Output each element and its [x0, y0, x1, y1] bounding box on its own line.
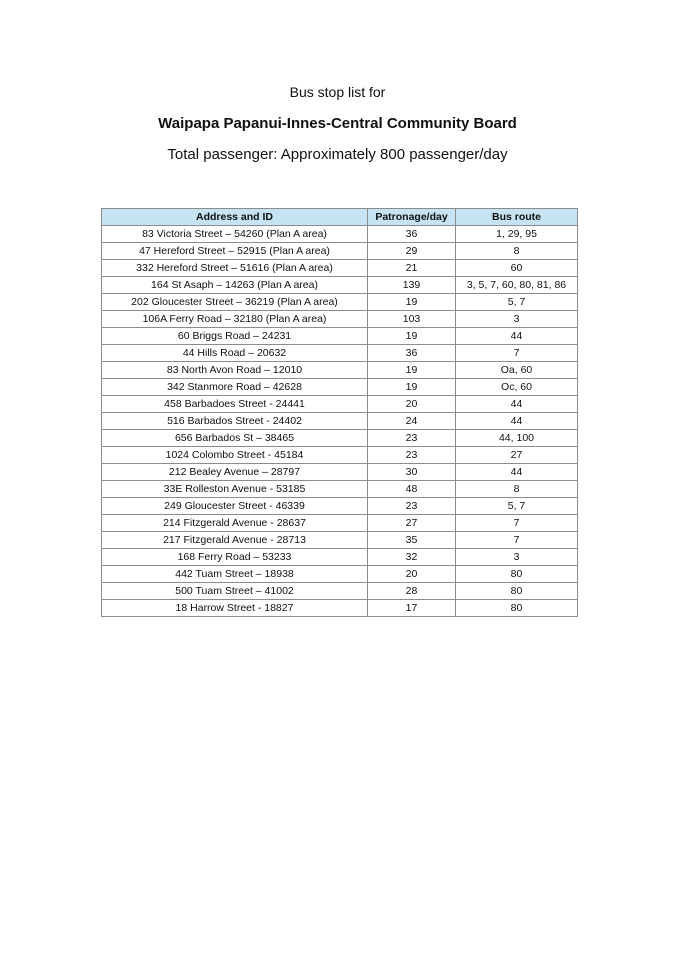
table-row	[102, 413, 578, 430]
patronage-cell: 36	[368, 226, 456, 243]
bus-route-cell: 27	[456, 447, 578, 464]
table-row	[102, 549, 578, 566]
table-row	[102, 379, 578, 396]
bus-route-cell: 44	[456, 464, 578, 481]
patronage-cell: 19	[368, 379, 456, 396]
address-cell: 44 Hills Road – 20632	[102, 345, 368, 362]
patronage-cell: 21	[368, 260, 456, 277]
patronage-cell: 32	[368, 549, 456, 566]
address-cell: 18 Harrow Street - 18827	[102, 600, 368, 617]
patronage-cell: 23	[368, 498, 456, 515]
table-row	[102, 277, 578, 294]
address-cell: 83 North Avon Road – 12010	[102, 362, 368, 379]
address-cell: 249 Gloucester Street - 46339	[102, 498, 368, 515]
patronage-cell: 35	[368, 532, 456, 549]
bus-route-cell: 60	[456, 260, 578, 277]
address-cell: 60 Briggs Road – 24231	[102, 328, 368, 345]
patronage-cell: 139	[368, 277, 456, 294]
total-passenger-summary: Total passenger: Approximately 800 passenger/day	[167, 146, 508, 163]
patronage-cell: 103	[368, 311, 456, 328]
community-board-heading: Waipapa Papanui-Innes-Central Community Board	[158, 115, 517, 132]
table-row	[102, 532, 578, 549]
bus-route-cell: 5, 7	[456, 498, 578, 515]
bus-route-cell: 44	[456, 396, 578, 413]
address-cell: 47 Hereford Street – 52915 (Plan A area)	[102, 243, 368, 260]
table-row	[102, 566, 578, 583]
bus-route-cell: 7	[456, 345, 578, 362]
bus-route-cell: Oc, 60	[456, 379, 578, 396]
table-row	[102, 243, 578, 260]
address-cell: 83 Victoria Street – 54260 (Plan A area)	[102, 226, 368, 243]
table-header-row	[102, 209, 578, 226]
bus-route-cell: 1, 29, 95	[456, 226, 578, 243]
table-row	[102, 583, 578, 600]
address-cell: 516 Barbados Street - 24402	[102, 413, 368, 430]
table-body	[102, 226, 578, 617]
address-cell: 212 Bealey Avenue – 28797	[102, 464, 368, 481]
table-row	[102, 481, 578, 498]
patronage-cell: 20	[368, 566, 456, 583]
bus-route-cell: 80	[456, 583, 578, 600]
table-row	[102, 498, 578, 515]
address-cell: 214 Fitzgerald Avenue - 28637	[102, 515, 368, 532]
table-row	[102, 515, 578, 532]
address-cell: 106A Ferry Road – 32180 (Plan A area)	[102, 311, 368, 328]
patronage-cell: 17	[368, 600, 456, 617]
bus-route-cell: 5, 7	[456, 294, 578, 311]
table-row	[102, 294, 578, 311]
column-header-bus-route: Bus route	[456, 209, 578, 226]
patronage-cell: 36	[368, 345, 456, 362]
address-cell: 1024 Colombo Street - 45184	[102, 447, 368, 464]
patronage-cell: 24	[368, 413, 456, 430]
patronage-cell: 20	[368, 396, 456, 413]
table-row	[102, 362, 578, 379]
table-row	[102, 430, 578, 447]
address-cell: 33E Rolleston Avenue - 53185	[102, 481, 368, 498]
table-row	[102, 447, 578, 464]
address-cell: 217 Fitzgerald Avenue - 28713	[102, 532, 368, 549]
address-cell: 202 Gloucester Street – 36219 (Plan A area)	[102, 294, 368, 311]
patronage-cell: 30	[368, 464, 456, 481]
table-row	[102, 226, 578, 243]
address-cell: 500 Tuam Street – 41002	[102, 583, 368, 600]
bus-route-cell: 8	[456, 243, 578, 260]
table-row	[102, 328, 578, 345]
address-cell: 342 Stanmore Road – 42628	[102, 379, 368, 396]
bus-route-cell: 7	[456, 532, 578, 549]
address-cell: 164 St Asaph – 14263 (Plan A area)	[102, 277, 368, 294]
patronage-cell: 19	[368, 328, 456, 345]
address-cell: 168 Ferry Road – 53233	[102, 549, 368, 566]
patronage-cell: 23	[368, 447, 456, 464]
bus-route-cell: 44	[456, 413, 578, 430]
column-header-address: Address and ID	[102, 209, 368, 226]
patronage-cell: 48	[368, 481, 456, 498]
document-title: Bus stop list for	[289, 84, 386, 100]
bus-route-cell: 3	[456, 311, 578, 328]
address-cell: 332 Hereford Street – 51616 (Plan A area)	[102, 260, 368, 277]
table-row	[102, 311, 578, 328]
column-header-patronage: Patronage/day	[368, 209, 456, 226]
patronage-cell: 19	[368, 362, 456, 379]
bus-route-cell: 8	[456, 481, 578, 498]
patronage-cell: 23	[368, 430, 456, 447]
bus-route-cell: Oa, 60	[456, 362, 578, 379]
bus-route-cell: 3	[456, 549, 578, 566]
patronage-cell: 28	[368, 583, 456, 600]
bus-route-cell: 7	[456, 515, 578, 532]
bus-stop-table	[101, 208, 578, 617]
bus-route-cell: 80	[456, 600, 578, 617]
bus-route-cell: 3, 5, 7, 60, 80, 81, 86	[456, 277, 578, 294]
table-row	[102, 600, 578, 617]
table-row	[102, 345, 578, 362]
address-cell: 442 Tuam Street – 18938	[102, 566, 368, 583]
patronage-cell: 29	[368, 243, 456, 260]
bus-route-cell: 80	[456, 566, 578, 583]
table-row	[102, 396, 578, 413]
bus-route-cell: 44, 100	[456, 430, 578, 447]
table-row	[102, 464, 578, 481]
table-row	[102, 260, 578, 277]
bus-route-cell: 44	[456, 328, 578, 345]
patronage-cell: 19	[368, 294, 456, 311]
address-cell: 656 Barbados St – 38465	[102, 430, 368, 447]
address-cell: 458 Barbadoes Street - 24441	[102, 396, 368, 413]
patronage-cell: 27	[368, 515, 456, 532]
